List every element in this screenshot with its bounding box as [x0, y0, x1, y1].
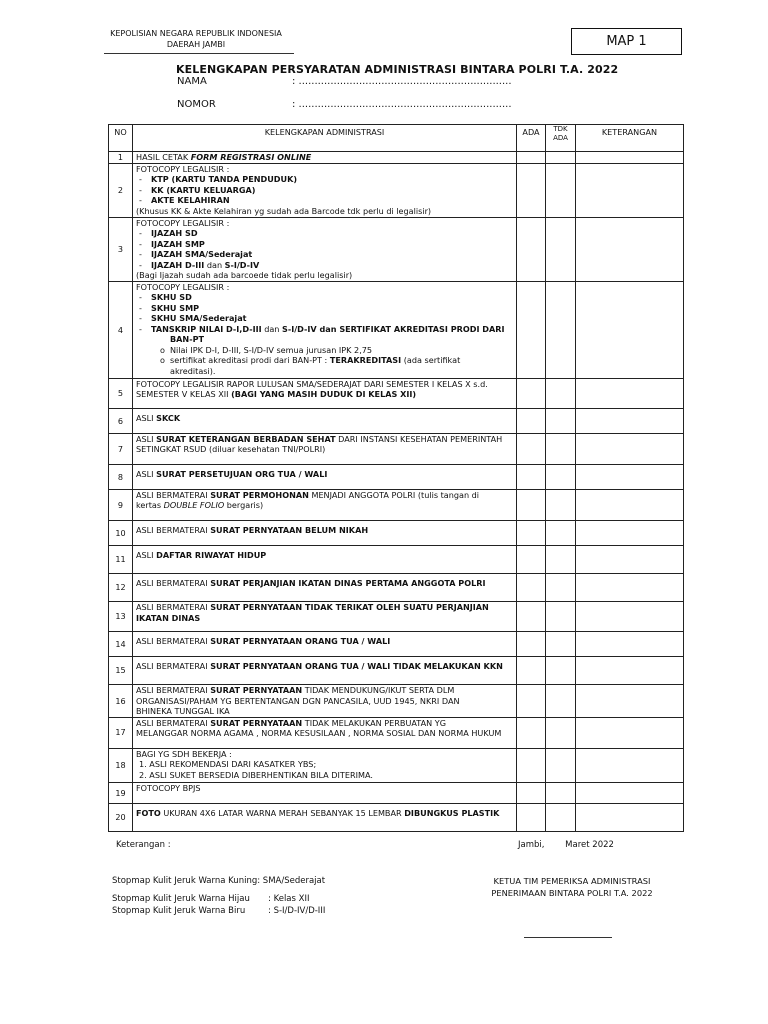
text-run: dan [261, 323, 283, 334]
text-run: ASLI BERMATERAI [136, 489, 211, 500]
text-run: ASLI [136, 550, 157, 561]
ada-checkbox-cell[interactable] [517, 163, 546, 217]
text-run: ASLI BERMATERAI [136, 524, 211, 535]
keterangan-cell[interactable] [576, 378, 684, 408]
text-run: KTP (KARTU TANDA PENDUDUK) [151, 174, 298, 185]
table-row [109, 489, 684, 520]
text-run: BAGI YG SDH BEKERJA : [136, 748, 232, 759]
description-line [136, 164, 513, 175]
keterangan-cell[interactable] [576, 717, 684, 748]
text-run: kertas [136, 500, 164, 511]
text-run: SURAT PERNYATAAN [210, 717, 303, 728]
text-run: SURAT PERNYATAAN BELUM NIKAH [210, 524, 369, 535]
table-row [109, 803, 684, 831]
tdk-ada-checkbox-cell[interactable] [546, 281, 576, 378]
ada-checkbox-cell[interactable] [517, 433, 546, 464]
tdk-ada-checkbox-cell[interactable] [546, 489, 576, 520]
text-run: ASLI BERMATERAI [136, 636, 211, 647]
requirement-description [133, 782, 517, 803]
text-run: Nilai IPK D-I, D-III, S-I/D-IV semua jurusan IPK 2,75 [170, 344, 373, 355]
text-run: SURAT PERSETUJUAN ORG TUA / WALI [156, 468, 328, 479]
row-number: 8 [109, 464, 133, 489]
text-run: FORM REGISTRASI ONLINE [190, 152, 312, 162]
description-line [136, 195, 513, 206]
keterangan-cell[interactable] [576, 464, 684, 489]
stopmap-line [112, 906, 325, 916]
table-row [109, 546, 684, 574]
col-header-no: NO [109, 125, 133, 152]
text-run: S-I/D-IV dan SERTIFIKAT AKREDITASI PRODI DARI [282, 323, 505, 334]
table-row [109, 408, 684, 433]
text-run: sertifikat akreditasi prodi dari BAN-PT : [170, 355, 330, 366]
requirement-description [133, 152, 517, 164]
keterangan-cell[interactable] [576, 657, 684, 685]
tdk-ada-checkbox-cell[interactable] [546, 520, 576, 545]
keterangan-cell[interactable] [576, 803, 684, 831]
requirement-description [133, 803, 517, 831]
ada-checkbox-cell[interactable] [517, 408, 546, 433]
keterangan-cell[interactable] [576, 602, 684, 632]
ada-checkbox-cell[interactable] [517, 520, 546, 545]
text-run: (ada sertifikat [401, 355, 461, 366]
text-run: dan [204, 259, 225, 270]
table-row [109, 717, 684, 748]
description-line [136, 685, 513, 696]
table-row [109, 685, 684, 718]
requirement-description [133, 408, 517, 433]
ada-checkbox-cell[interactable] [517, 489, 546, 520]
description-line [136, 413, 513, 424]
ada-checkbox-cell[interactable] [517, 717, 546, 748]
text-run: 1. ASLI REKOMENDASI DARI KASATKER YBS; [139, 759, 317, 770]
requirement-description [133, 464, 517, 489]
row-number: 9 [109, 489, 133, 520]
table-row [109, 464, 684, 489]
stopmap-label: Stopmap Kulit Jeruk Warna Biru [112, 906, 246, 916]
signature-line [524, 937, 612, 938]
text-run: DAFTAR RIWAYAT HIDUP [156, 550, 267, 561]
row-number: 17 [109, 717, 133, 748]
table-row [109, 748, 684, 782]
nama-label: NAMA [177, 76, 207, 87]
text-run: KK (KARTU KELUARGA) [151, 184, 256, 195]
description-line [136, 239, 513, 250]
text-run: ASLI [136, 468, 157, 479]
text-run: IKATAN DINAS [136, 612, 201, 623]
description-line [136, 434, 513, 445]
ada-checkbox-cell[interactable] [517, 657, 546, 685]
text-run: BHINEKA TUNGGAL IKA [136, 706, 230, 717]
ada-checkbox-cell[interactable] [517, 281, 546, 378]
ada-checkbox-cell[interactable] [517, 464, 546, 489]
ada-checkbox-cell[interactable] [517, 546, 546, 574]
ada-checkbox-cell[interactable] [517, 217, 546, 281]
ada-checkbox-cell[interactable] [517, 602, 546, 632]
description-line [136, 759, 513, 770]
tdk-ada-checkbox-cell[interactable] [546, 433, 576, 464]
org-name: KEPOLISIAN NEGARA REPUBLIK INDONESIA [110, 29, 282, 38]
keterangan-cell[interactable] [576, 163, 684, 217]
description-line [136, 270, 513, 281]
text-run: ASLI [136, 433, 157, 444]
text-run: SKHU SMP [151, 302, 200, 313]
table-header-row [109, 125, 684, 152]
requirement-description [133, 433, 517, 464]
stopmap-label: Stopmap Kulit Jeruk Warna Kuning [112, 876, 258, 886]
keterangan-cell[interactable] [576, 281, 684, 378]
requirement-description [133, 602, 517, 632]
description-line [136, 718, 513, 729]
text-run: SKHU SD [151, 292, 192, 303]
table-row [109, 632, 684, 657]
col-header-tdk-ada: TDK ADA [546, 125, 576, 152]
row-number: 13 [109, 602, 133, 632]
text-run: akreditasi). [170, 365, 216, 376]
text-run: FOTOCOPY LEGALISIR : [136, 281, 230, 292]
description-line [136, 366, 513, 377]
organization-header [96, 28, 296, 50]
tdk-ada-checkbox-cell[interactable] [546, 546, 576, 574]
text-run: DIBUNGKUS PLASTIK [404, 807, 500, 818]
keterangan-label: Keterangan : [116, 840, 171, 850]
keterangan-cell[interactable] [576, 408, 684, 433]
date: Maret 2022 [565, 840, 614, 850]
text-run: DOUBLE FOLIO [163, 500, 225, 511]
keterangan-cell[interactable] [576, 217, 684, 281]
description-line [136, 444, 513, 455]
text-run: (BAGI YANG MASIH DUDUK DI KELAS XII) [231, 389, 417, 400]
table-row [109, 657, 684, 685]
text-run: ASLI BERMATERAI [136, 685, 211, 696]
description-line [136, 324, 513, 335]
row-number: 1 [109, 152, 133, 164]
row-number: 14 [109, 632, 133, 657]
text-run: FOTOCOPY LEGALISIR RAPOR LULUSAN SMA/SEDERAJAT DARI SEMESTER I KELAS X s.d. [136, 378, 488, 389]
text-run: TIDAK MENDUKUNG/IKUT SERTA DLM [302, 685, 455, 696]
keterangan-cell[interactable] [576, 152, 684, 164]
description-line [136, 334, 513, 345]
description-line [136, 613, 513, 624]
text-run: IJAZAH SMP [151, 238, 205, 249]
tdk-ada-checkbox-cell[interactable] [546, 782, 576, 803]
row-number: 3 [109, 217, 133, 281]
signer-title: KETUA TIM PEMERIKSA ADMINISTRASI [493, 876, 651, 886]
keterangan-cell[interactable] [576, 782, 684, 803]
requirement-description [133, 657, 517, 685]
tdk-ada-checkbox-cell[interactable] [546, 408, 576, 433]
row-number: 4 [109, 281, 133, 378]
signature-block [472, 875, 672, 899]
table-row [109, 281, 684, 378]
ada-checkbox-cell[interactable] [517, 782, 546, 803]
text-run: SURAT PERNYATAAN TIDAK TERIKAT OLEH SUATU PERJANJIAN [210, 602, 489, 613]
keterangan-cell[interactable] [576, 632, 684, 657]
text-run: SURAT PERNYATAAN ORANG TUA / WALI TIDAK MELAKUKAN KKN [210, 661, 503, 672]
text-run: SKHU SMA/Sederajat [151, 313, 247, 324]
description-line [136, 292, 513, 303]
description-line [136, 783, 513, 794]
text-run: MELANGGAR NORMA AGAMA , NORMA KESUSILAAN , NORMA SOSIAL DAN NORMA HUKUM [136, 728, 502, 739]
text-run: SEMESTER V KELAS XII [136, 389, 232, 400]
requirement-description [133, 489, 517, 520]
nama-field[interactable] [177, 76, 512, 87]
text-run: ASLI BERMATERAI [136, 602, 211, 613]
stopmap-line [112, 876, 325, 886]
tdk-ada-checkbox-cell[interactable] [546, 602, 576, 632]
row-number: 11 [109, 546, 133, 574]
description-line [136, 696, 513, 707]
tdk-ada-checkbox-cell[interactable] [546, 378, 576, 408]
keterangan-cell[interactable] [576, 748, 684, 782]
stopmap-value: : Kelas XII [268, 894, 310, 904]
requirement-description [133, 520, 517, 545]
requirement-description [133, 217, 517, 281]
table-row [109, 520, 684, 545]
text-run: DARI INSTANSI KESEHATAN PEMERINTAH [335, 433, 503, 444]
tdk-ada-checkbox-cell[interactable] [546, 685, 576, 718]
row-number: 20 [109, 803, 133, 831]
description-line [136, 500, 513, 511]
text-run: SURAT PERMOHONAN [210, 489, 309, 500]
requirement-description [133, 717, 517, 748]
table-row [109, 163, 684, 217]
text-run: FOTOCOPY BPJS [136, 782, 201, 793]
keterangan-cell[interactable] [576, 433, 684, 464]
requirement-description [133, 163, 517, 217]
description-line [136, 389, 513, 400]
text-run: AKTE KELAHIRAN [151, 195, 230, 206]
tdk-ada-checkbox-cell[interactable] [546, 163, 576, 217]
keterangan-cell[interactable] [576, 489, 684, 520]
table-row [109, 378, 684, 408]
text-run: (Khusus KK & Akte Kelahiran yg sudah ada Barcode tdk perlu di legalisir) [136, 205, 432, 216]
row-number: 7 [109, 433, 133, 464]
ada-checkbox-cell[interactable] [517, 378, 546, 408]
text-run: SKCK [156, 412, 181, 423]
text-run: IJAZAH SD [151, 228, 198, 239]
row-number: 6 [109, 408, 133, 433]
table-body [109, 152, 684, 832]
requirement-description [133, 685, 517, 718]
description-line [136, 808, 513, 819]
text-run: TANSKRIP NILAI D-I,D-III [151, 323, 262, 334]
requirement-description [133, 632, 517, 657]
signer-subtitle: PENERIMAAN BINTARA POLRI T.A. 2022 [491, 888, 653, 898]
text-run: FOTOCOPY LEGALISIR : [136, 217, 230, 228]
text-run: SETINGKAT RSUD (diluar kesehatan TNI/POLRI) [136, 444, 326, 455]
description-line [136, 249, 513, 260]
description-line [136, 185, 513, 196]
description-line [136, 578, 513, 589]
text-run: bergaris) [224, 500, 264, 511]
description-line [136, 355, 513, 366]
tdk-ada-checkbox-cell[interactable] [546, 803, 576, 831]
place: Jambi, [518, 840, 545, 850]
row-number: 19 [109, 782, 133, 803]
document-title: KELENGKAPAN PERSYARATAN ADMINISTRASI BINTARA POLRI T.A. 2022 [176, 63, 619, 76]
requirements-table [108, 124, 684, 832]
text-run: SURAT PERNYATAAN ORANG TUA / WALI [210, 636, 391, 647]
description-line [136, 282, 513, 293]
text-run: IJAZAH D-III [151, 259, 205, 270]
keterangan-cell[interactable] [576, 685, 684, 718]
nomor-label: NOMOR [177, 99, 216, 110]
place-date [518, 840, 614, 850]
ada-checkbox-cell[interactable] [517, 748, 546, 782]
table-row [109, 782, 684, 803]
table-row [109, 433, 684, 464]
description-line [136, 602, 513, 613]
text-run: BAN-PT [170, 334, 205, 345]
nomor-value[interactable]: : ................................................................... [292, 99, 512, 110]
row-number: 16 [109, 685, 133, 718]
stopmap-value: : SMA/Sederajat [257, 876, 326, 886]
table-row [109, 152, 684, 164]
description-line [136, 206, 513, 217]
text-run: ASLI BERMATERAI [136, 578, 211, 589]
description-line [136, 550, 513, 561]
row-number: 18 [109, 748, 133, 782]
description-line [136, 174, 513, 185]
description-line [136, 490, 513, 501]
keterangan-cell[interactable] [576, 546, 684, 574]
description-line [136, 770, 513, 781]
ada-checkbox-cell[interactable] [517, 152, 546, 164]
text-run: HASIL CETAK [136, 152, 191, 162]
text-run: ASLI [136, 412, 157, 423]
tdk-ada-checkbox-cell[interactable] [546, 657, 576, 685]
text-run: MENJADI ANGGOTA POLRI (tulis tangan di [308, 489, 480, 500]
text-run: IJAZAH SMA/Sederajat [151, 249, 253, 260]
description-line [136, 260, 513, 271]
requirement-description [133, 378, 517, 408]
text-run: ASLI BERMATERAI [136, 661, 211, 672]
text-run: 2. ASLI SUKET BERSEDIA DIBERHENTIKAN BILA DITERIMA. [139, 769, 373, 780]
text-run: SURAT PERNYATAAN [210, 685, 303, 696]
tdk-ada-checkbox-cell[interactable] [546, 717, 576, 748]
tdk-ada-checkbox-cell[interactable] [546, 464, 576, 489]
description-line [136, 706, 513, 717]
row-number: 5 [109, 378, 133, 408]
text-run: TERAKREDITASI [329, 355, 402, 366]
text-run: SURAT KETERANGAN BERBADAN SEHAT [156, 433, 336, 444]
map-label-box: MAP 1 [571, 28, 682, 55]
tdk-ada-checkbox-cell[interactable] [546, 632, 576, 657]
description-line [136, 379, 513, 390]
description-line [136, 661, 513, 672]
text-run: ORGANISASI/PAHAM YG BERTENTANGAN DGN PANCASILA, UUD 1945, NKRI DAN [136, 695, 460, 706]
text-run: S-I/D-IV [224, 259, 260, 270]
text-run: ASLI BERMATERAI [136, 717, 211, 728]
text-run: (Bagi Ijazah sudah ada barcoede tidak perlu legalisir) [136, 270, 353, 281]
col-header-ada: ADA [517, 125, 546, 152]
description-line [136, 749, 513, 760]
description-line [136, 636, 513, 647]
requirement-description [133, 546, 517, 574]
nomor-field[interactable] [177, 99, 512, 110]
text-run: UKURAN 4X6 LATAR WARNA MERAH SEBANYAK 15 LEMBAR [160, 807, 405, 818]
ada-checkbox-cell[interactable] [517, 574, 546, 602]
text-run: TIDAK MELAKUKAN PERBUATAN YG [302, 717, 446, 728]
text-run: SURAT PERJANJIAN IKATAN DINAS PERTAMA ANGGOTA POLRI [210, 578, 486, 589]
stopmap-value: : S-I/D-IV/D-III [268, 906, 326, 916]
description-line [136, 728, 513, 739]
ada-checkbox-cell[interactable] [517, 685, 546, 718]
header-divider [104, 53, 294, 54]
description-line [136, 313, 513, 324]
keterangan-cell[interactable] [576, 574, 684, 602]
tdk-ada-checkbox-cell[interactable] [546, 217, 576, 281]
nama-value[interactable]: : ................................................................... [292, 76, 512, 87]
ada-checkbox-cell[interactable] [517, 803, 546, 831]
keterangan-cell[interactable] [576, 520, 684, 545]
description-line [136, 228, 513, 239]
requirement-description [133, 748, 517, 782]
table-row [109, 217, 684, 281]
description-line [136, 218, 513, 229]
row-number: 2 [109, 163, 133, 217]
description-line [136, 525, 513, 536]
stopmap-line [112, 894, 309, 904]
row-number: 12 [109, 574, 133, 602]
requirement-description [133, 281, 517, 378]
table-row [109, 602, 684, 632]
text-run: FOTO [136, 807, 161, 818]
ada-checkbox-cell[interactable] [517, 632, 546, 657]
tdk-ada-checkbox-cell[interactable] [546, 748, 576, 782]
col-header-keterangan: KETERANGAN [576, 125, 684, 152]
text-run: FOTOCOPY LEGALISIR : [136, 163, 230, 174]
description-line [136, 469, 513, 480]
row-number: 15 [109, 657, 133, 685]
stopmap-label: Stopmap Kulit Jeruk Warna Hijau [112, 894, 250, 904]
col-header-kelengkapan: KELENGKAPAN ADMINISTRASI [133, 125, 517, 152]
description-line [136, 152, 513, 163]
row-number: 10 [109, 520, 133, 545]
table-row [109, 574, 684, 602]
description-line [136, 303, 513, 314]
org-region: DAERAH JAMBI [166, 40, 226, 49]
description-line [136, 345, 513, 356]
tdk-ada-checkbox-cell[interactable] [546, 152, 576, 164]
requirement-description [133, 574, 517, 602]
tdk-ada-checkbox-cell[interactable] [546, 574, 576, 602]
